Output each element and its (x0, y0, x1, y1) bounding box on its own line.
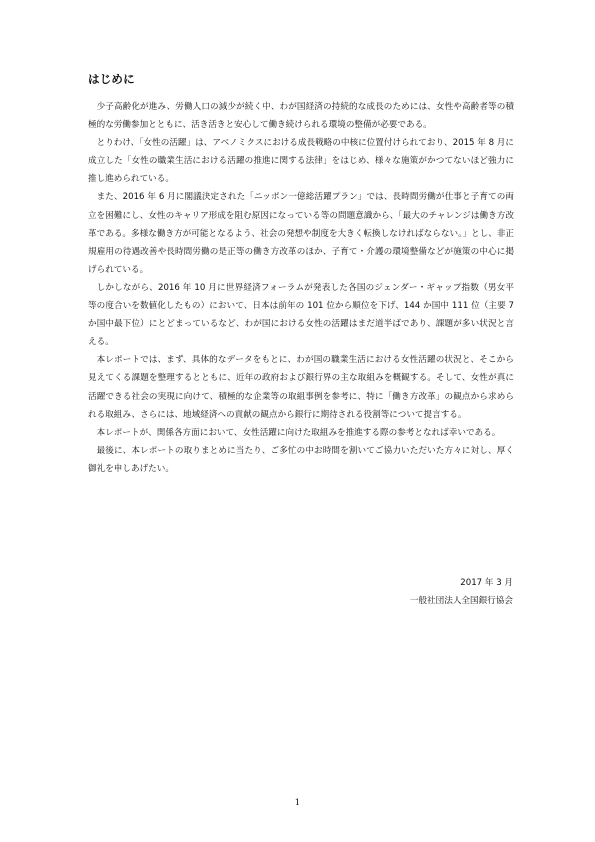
page-number: 1 (294, 798, 301, 808)
paragraph-5: 本レポートでは、まず、具体的なデータをもとに、わが国の職業生活における女性活躍の状況と、そこから見えてくる課題を整理するとともに、近年の政府および銀行界の主な取組みを概観する。そして、女性が真に活躍できる社会の実現に向けて、積極的な企業等の取組事例を参考に、特に「働き方改革」の観点から求められる取組み、さらには、地域経済への貢献の観点から銀行に期待される役割等について提言する。 (88, 355, 514, 420)
paragraph-1: 少子高齢化が進み、労働人口の減少が続く中、わが国経済の持続的な成長のためには、女性や高齢者等の積極的な労働参加とともに、活き活きと安心して働き続けられる環境の整備が必要である。 (88, 102, 514, 131)
closing-date: 2017 年 3 月 (460, 578, 513, 588)
paragraph-3: また、2016 年 6 月に閣議決定された「ニッポン一億総活躍プラン」では、長時間労働が仕事と子育ての両立を困難にし、女性のキャリア形成を阻む原因になっている等の問題意識から、「最大のチャレンジは働き方改革である。多様な働き方が可能となるよう、社会の発想や制度を大きく転換しなければならない。」とし、非正規雇用の待遇改善や長時間労働の是正等の働き方改革のほか、子育て・介護の環境整備などが施策の中心に掲げられている。 (88, 192, 514, 275)
closing-organization: 一般社団法人全国銀行協会 (409, 596, 513, 607)
paragraph-2: とりわけ、「女性の活躍」は、アベノミクスにおける成長戦略の中核に位置付けられており、2015 年 8 月に成立した「女性の職業生活における活躍の推進に関する法律」をはじめ、様々な施策がかつてないほど強力に推し進められている。 (88, 138, 514, 185)
paragraph-4: しかしながら、2016 年 10 月に世界経済フォーラムが発表した各国のジェンダー・ギャップ指数（男女平等の度合いを数値化したもの）において、日本は前年の 101 位から順位を下げ、144 か国中 111 位（主要 7 か国中最下位）にとどまっているなど、わが国における女性の活躍はまだ道半ばであり、課題が多い状況と言える。 (88, 282, 514, 348)
page-heading: はじめに (88, 72, 135, 86)
paragraph-7: 最後に、本レポートの取りまとめに当たり、ご多忙の中お時間を割いてご協力いただいた方々に対し、厚く御礼を申しあげたい。 (88, 445, 514, 474)
paragraph-6: 本レポートが、関係各方面において、女性活躍に向けた取組みを推進する際の参考となれば幸いである。 (96, 427, 501, 438)
closing-block (410, 574, 513, 610)
body-text (88, 98, 514, 478)
